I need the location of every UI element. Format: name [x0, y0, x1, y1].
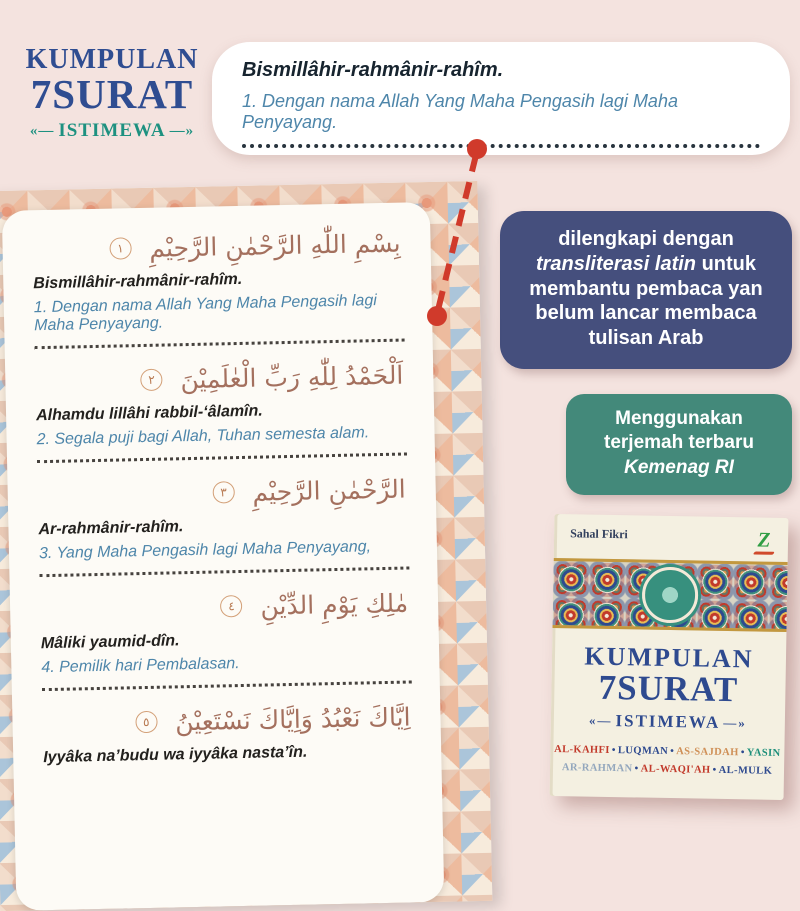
surah-name: AL-WAQI'AH	[640, 763, 711, 776]
brand-title-line2: 7SURAT	[30, 71, 194, 117]
cover-header	[554, 514, 789, 559]
arabic-verse-1	[32, 225, 403, 268]
ornament-right-icon: —»	[169, 122, 195, 139]
book-page-preview	[0, 181, 492, 911]
brand-subtitle: ISTIMEWA	[58, 120, 166, 141]
brand-logo	[20, 44, 204, 142]
verse-block-2	[35, 357, 407, 464]
transliteration-1: Bismillâhir-rahmânir-rahîm.	[33, 270, 243, 293]
surah-name: AL-MULK	[718, 764, 773, 777]
bullet-separator: •	[740, 747, 745, 759]
translation-4: 4. Pemilik hari Pembalasan.	[41, 655, 240, 677]
feature-text-highlight: transliterasi latin	[535, 252, 697, 275]
teal-text-highlight: Kemenag RI	[624, 456, 734, 478]
brand-title-line1: KUMPULAN	[25, 44, 199, 75]
verse-number-marker: ٥	[135, 711, 157, 733]
surah-list	[550, 741, 785, 781]
verse-number-marker: ٢	[140, 369, 162, 391]
book-cover	[550, 514, 789, 800]
bullet-separator: •	[611, 745, 617, 757]
surah-name: YASIN	[746, 747, 781, 759]
dotted-divider	[35, 339, 405, 350]
feature-box-translation	[566, 394, 792, 495]
dotted-divider	[242, 144, 760, 148]
transliteration-2: Alhamdu lillâhi rabbil-‘âlamîn.	[35, 402, 263, 425]
arabic-text: اِيَّاكَ نَعْبُدُ وَاِيَّاكَ نَسْتَعِيْنُ	[174, 702, 411, 737]
translation-3: 3. Yang Maha Pengasih lagi Maha Penyayang,	[38, 538, 372, 563]
verse-block-4	[40, 584, 412, 691]
arabic-text: اَلْحَمْدُ لِلّٰهِ رَبِّ الْعٰلَمِيْنَ	[180, 360, 404, 395]
feature-text-suffix: untuk membantu pembaca yan belum lancar membaca tulisan Arab	[529, 252, 763, 350]
dotted-divider	[39, 566, 409, 577]
surah-name: AL-KAHFI	[554, 744, 610, 756]
publisher-letter: Z	[757, 527, 771, 552]
verse-number-marker: ٤	[220, 595, 242, 617]
bullet-separator: •	[670, 746, 675, 758]
callout-bubble	[212, 42, 790, 155]
ornament-left-icon: «—	[588, 712, 613, 729]
verse-block-1	[32, 225, 404, 350]
verse-number-marker: ١	[109, 237, 131, 259]
publisher-logo-icon	[754, 529, 774, 554]
transliteration-3: Ar-rahmânir-rahîm.	[38, 518, 184, 539]
page-content	[2, 202, 445, 911]
surah-name: AR-RAHMAN	[561, 761, 633, 775]
transliteration-5: Iyyâka na’budu wa iyyâka nasta’în.	[43, 743, 308, 767]
arabic-verse-3	[37, 470, 408, 513]
cover-subtitle-row	[551, 710, 785, 734]
verse-block-5	[42, 698, 413, 767]
transliteration-4: Mâliki yaumid-dîn.	[40, 632, 180, 653]
teal-text: Menggunakan terjemah terbaru	[604, 408, 754, 454]
arabic-verse-4	[40, 584, 411, 627]
ornament-right-icon: —»	[723, 714, 747, 731]
publisher-logo-swoosh	[753, 551, 775, 554]
cover-mosaic-band	[552, 558, 787, 632]
verse-block-3	[37, 470, 409, 577]
dotted-divider	[42, 680, 412, 691]
arabic-text: الرَّحْمٰنِ الرَّحِيْمِ	[252, 474, 407, 507]
bullet-separator: •	[712, 764, 717, 776]
surah-list-line2	[550, 759, 784, 781]
cover-title	[551, 641, 787, 734]
verse-number-marker: ٣	[212, 481, 234, 503]
arabic-verse-5	[42, 698, 413, 741]
brand-subtitle-row	[20, 120, 204, 142]
translation-2: 2. Segala puji bagi Allah, Tuhan semesta alam.	[36, 424, 370, 449]
surah-name: AS-SAJDAH	[676, 746, 739, 759]
callout-translation: 1. Dengan nama Allah Yang Maha Pengasih lagi Maha Penyayang.	[242, 91, 678, 132]
author-name: Sahal Fikri	[570, 526, 628, 542]
ornament-left-icon: «—	[29, 122, 55, 139]
arabic-text: بِسْمِ اللّٰهِ الرَّحْمٰنِ الرَّحِيْمِ	[149, 228, 401, 263]
arabic-text: مٰلِكِ يَوْمِ الدِّيْنِ	[260, 588, 409, 621]
arabic-verse-2	[35, 357, 406, 400]
surah-name: LUQMAN	[617, 745, 669, 757]
cover-title-line1: KUMPULAN	[584, 641, 754, 674]
cover-subtitle: ISTIMEWA	[615, 711, 721, 732]
bullet-separator: •	[634, 763, 639, 775]
feature-text-prefix: dilengkapi dengan	[558, 228, 734, 250]
feature-box-transliteration	[500, 211, 792, 369]
cover-title-line2: 7SURAT	[598, 667, 739, 710]
callout-transliteration: Bismillâhir-rahmânir-rahîm.	[242, 59, 504, 81]
translation-1: 1. Dengan nama Allah Yang Maha Pengasih lagi Maha Penyayang.	[33, 292, 378, 335]
cover-center-emblem	[642, 567, 699, 624]
dotted-divider	[37, 452, 407, 463]
